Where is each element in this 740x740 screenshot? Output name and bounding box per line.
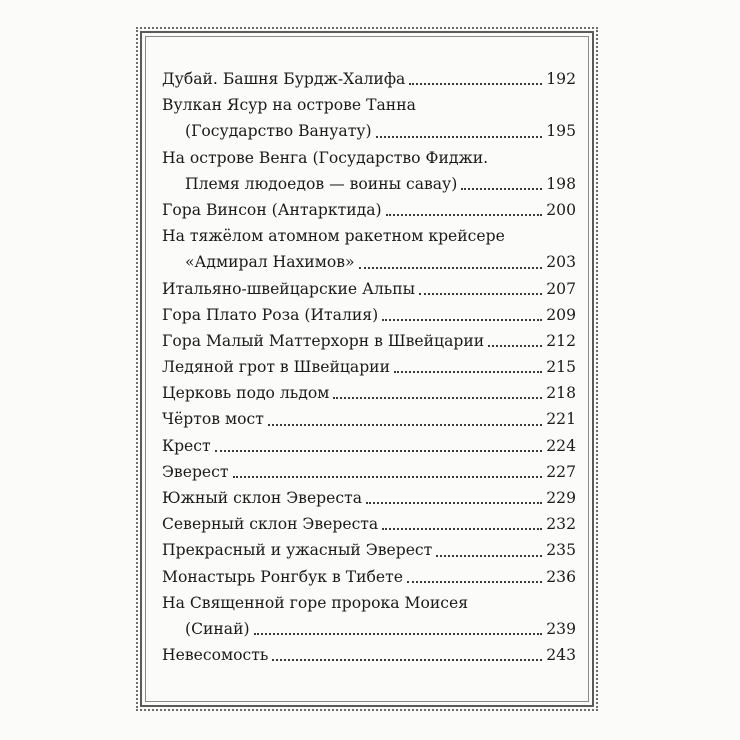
- toc-entry-title: Племя людоедов — воины савау): [185, 174, 458, 193]
- toc-page-number: 235: [546, 541, 576, 560]
- table-of-contents: [162, 66, 576, 668]
- toc-entry: [162, 328, 576, 354]
- toc-page-number: 212: [546, 331, 576, 350]
- dot-leader: [268, 423, 542, 426]
- toc-page-number: 195: [546, 122, 576, 141]
- toc-entry-title: Дубай. Башня Бурдж-Халифа: [162, 70, 406, 88]
- toc-page-number: 224: [546, 436, 576, 455]
- toc-entry: [162, 171, 576, 197]
- toc-entry-title: Итальяно-швейцарские Альпы: [162, 279, 416, 298]
- dot-leader: [461, 187, 542, 190]
- toc-entry-title: Невесомость: [162, 646, 269, 665]
- toc-page-number: 207: [546, 279, 576, 298]
- dot-leader: [272, 658, 542, 661]
- toc-entry: [162, 406, 576, 432]
- toc-page-number: 236: [546, 567, 576, 586]
- toc-entry-title: Южный склон Эвереста: [162, 489, 363, 507]
- toc-page-number: 227: [546, 462, 576, 481]
- toc-entry: [162, 302, 576, 328]
- toc-entry: [162, 118, 576, 144]
- dot-leader: [233, 475, 543, 478]
- toc-entry: [162, 380, 576, 406]
- toc-page-number: 229: [546, 489, 576, 507]
- toc-page-number: 203: [546, 253, 576, 272]
- toc-page-number: 221: [546, 410, 576, 429]
- toc-entry-title: Вулкан Ясур на острове Танна: [162, 96, 416, 115]
- toc-entry-title: «Адмирал Нахимов»: [185, 253, 355, 272]
- dot-leader: [376, 135, 543, 138]
- toc-entry: [162, 616, 576, 642]
- toc-entry-line: [162, 223, 576, 249]
- dot-leader: [386, 213, 543, 216]
- toc-entry-title: Северный склон Эвереста: [162, 515, 379, 534]
- dot-leader: [254, 632, 543, 635]
- dot-leader: [409, 82, 542, 85]
- toc-entry-line: [162, 590, 576, 616]
- toc-entry-title: Гора Плато Роза (Италия): [162, 305, 379, 324]
- toc-entry-title: Чёртов мост: [162, 410, 264, 429]
- toc-page-number: 232: [546, 515, 576, 534]
- toc-entry-title: Гора Малый Маттерхорн в Швейцарии: [162, 331, 485, 350]
- dot-leader: [359, 266, 543, 269]
- toc-page-number: 243: [546, 646, 576, 665]
- toc-page-number: 209: [546, 305, 576, 324]
- dot-leader: [436, 554, 542, 557]
- toc-entry: [162, 485, 576, 511]
- toc-entry-title: Ледяной грот в Швейцарии: [162, 358, 390, 377]
- toc-entry: [162, 433, 576, 459]
- toc-entry: [162, 66, 576, 92]
- toc-entry-title: Эверест: [162, 462, 229, 481]
- toc-entry-title: Монастырь Ронгбук в Тибете: [162, 567, 403, 586]
- toc-page-number: 218: [546, 384, 576, 403]
- toc-entry-title: Церковь подо льдом: [162, 384, 330, 403]
- toc-page-number: 198: [546, 174, 576, 193]
- toc-entry: [162, 564, 576, 590]
- dot-leader: [488, 344, 542, 347]
- toc-entry-title: На Священной горе пророка Моисея: [162, 593, 469, 612]
- toc-entry: [162, 642, 576, 668]
- toc-page-number: 239: [546, 619, 576, 638]
- dot-leader: [407, 580, 542, 583]
- toc-entry: [162, 276, 576, 302]
- toc-entry-title: На острове Венга (Государство Фиджи.: [162, 148, 489, 167]
- dot-leader: [366, 501, 542, 504]
- toc-entry-title: (Синай): [185, 619, 250, 638]
- dot-leader: [333, 396, 542, 399]
- toc-entry: [162, 197, 576, 223]
- toc-page-number: 200: [546, 200, 576, 219]
- toc-page-number: 215: [546, 358, 576, 377]
- toc-entry: [162, 459, 576, 485]
- dot-leader: [215, 449, 543, 452]
- toc-page-number: 192: [546, 70, 576, 88]
- toc-entry-line: [162, 145, 576, 171]
- toc-entry-title: На тяжёлом атомном ракетном крейсере: [162, 227, 505, 246]
- dot-leader: [419, 292, 542, 295]
- toc-entry-title: Крест: [162, 436, 211, 455]
- toc-entry: [162, 249, 576, 275]
- toc-entry: [162, 537, 576, 563]
- dot-leader: [382, 318, 542, 321]
- toc-entry: [162, 354, 576, 380]
- toc-entry: [162, 511, 576, 537]
- dot-leader: [394, 370, 542, 373]
- dot-leader: [382, 527, 542, 530]
- toc-entry-title: (Государство Вануату): [185, 122, 372, 141]
- toc-entry-title: Гора Винсон (Антарктида): [162, 200, 382, 219]
- toc-entry-line: [162, 92, 576, 118]
- toc-entry-title: Прекрасный и ужасный Эверест: [162, 541, 433, 560]
